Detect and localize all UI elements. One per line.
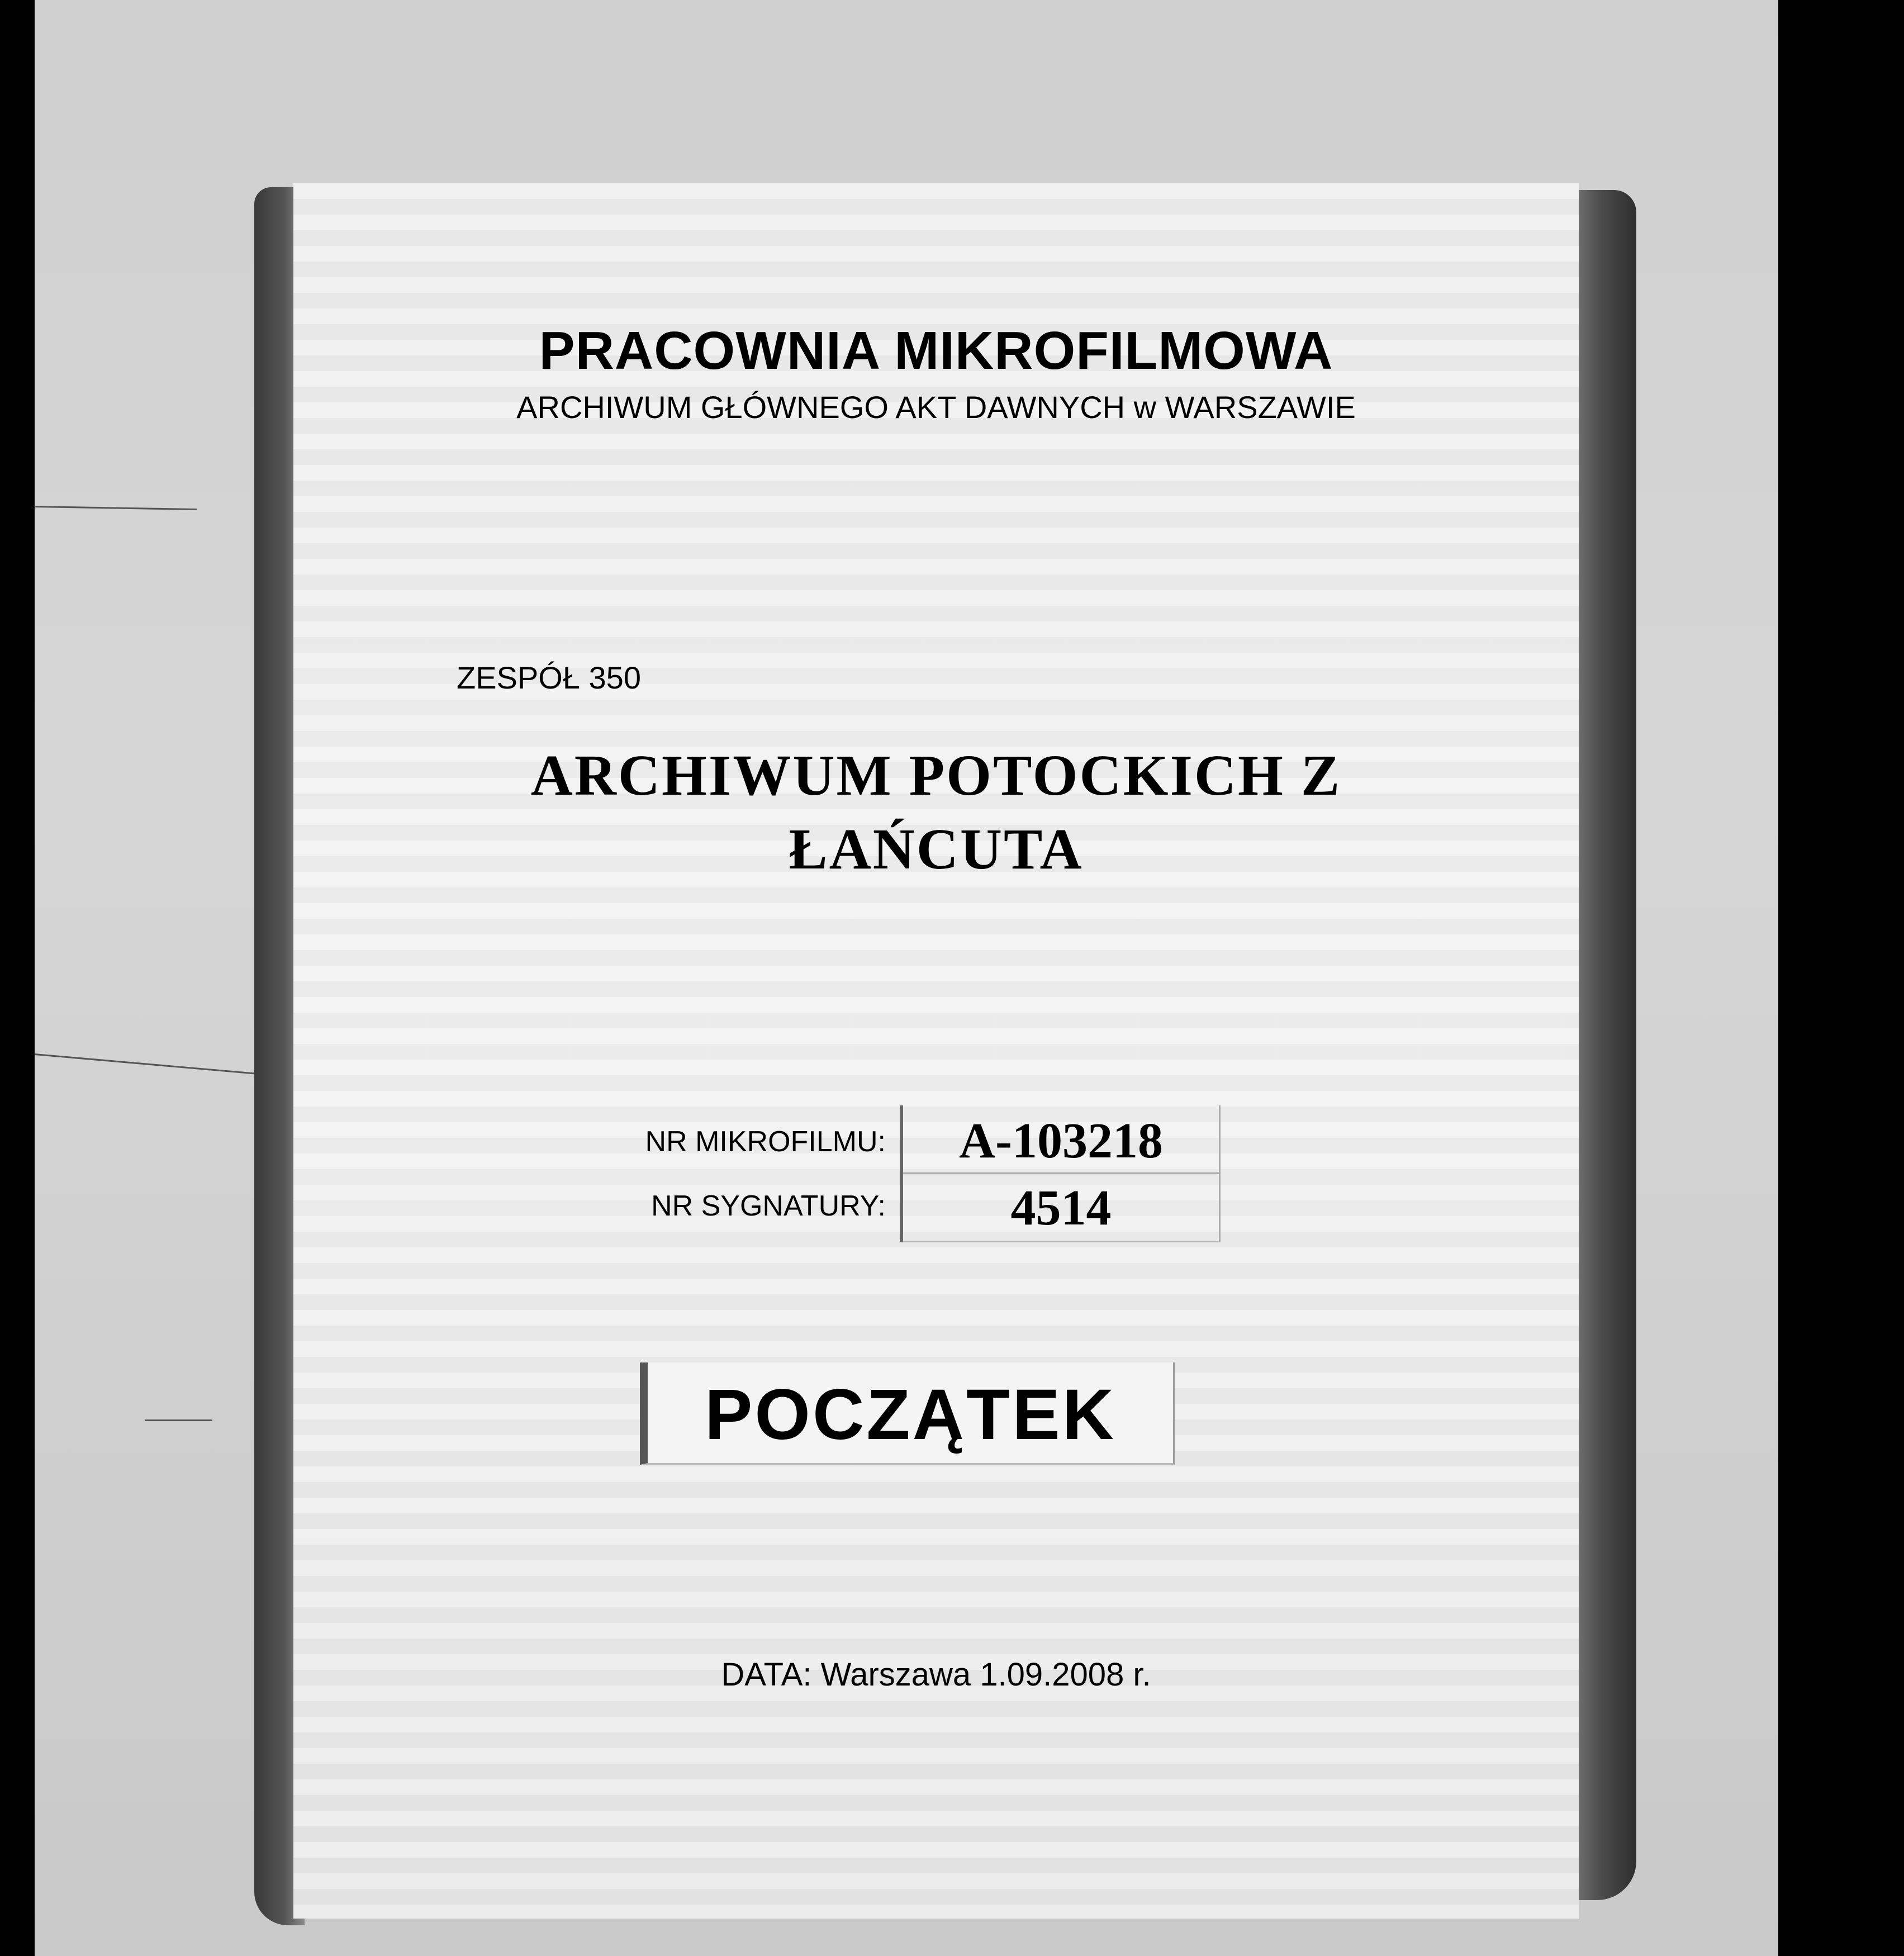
microfilm-value: A-103218 (959, 1113, 1163, 1169)
start-marker-box (640, 1362, 1175, 1465)
sheet-shadow-right (1569, 190, 1636, 1900)
fond-title-line2: ŁAŃCUTA (789, 817, 1084, 881)
start-marker-label: POCZĄTEK (705, 1375, 1116, 1455)
footer-date: DATA: Warszawa 1.09.2008 r. (721, 1656, 1151, 1693)
signature-value: 4514 (1010, 1180, 1112, 1236)
microfilm-label: NR MIKROFILMU: (645, 1126, 886, 1158)
scratch-line (145, 1419, 212, 1421)
fond-title-line1: ARCHIWUM POTOCKICH Z (530, 743, 1342, 808)
title-sheet (293, 183, 1579, 1919)
signature-label: NR SYGNATURY: (651, 1190, 886, 1222)
fond-label: ZESPÓŁ 350 (457, 660, 641, 695)
header-title: PRACOWNIA MIKROFILMOWA (539, 321, 1333, 381)
identifier-box-bottom (903, 1241, 1219, 1242)
identifier-divider (903, 1172, 1219, 1174)
header-subtitle: ARCHIWUM GŁÓWNEGO AKT DAWNYCH w WARSZAWIE (516, 390, 1356, 425)
identifier-box (900, 1105, 1221, 1242)
